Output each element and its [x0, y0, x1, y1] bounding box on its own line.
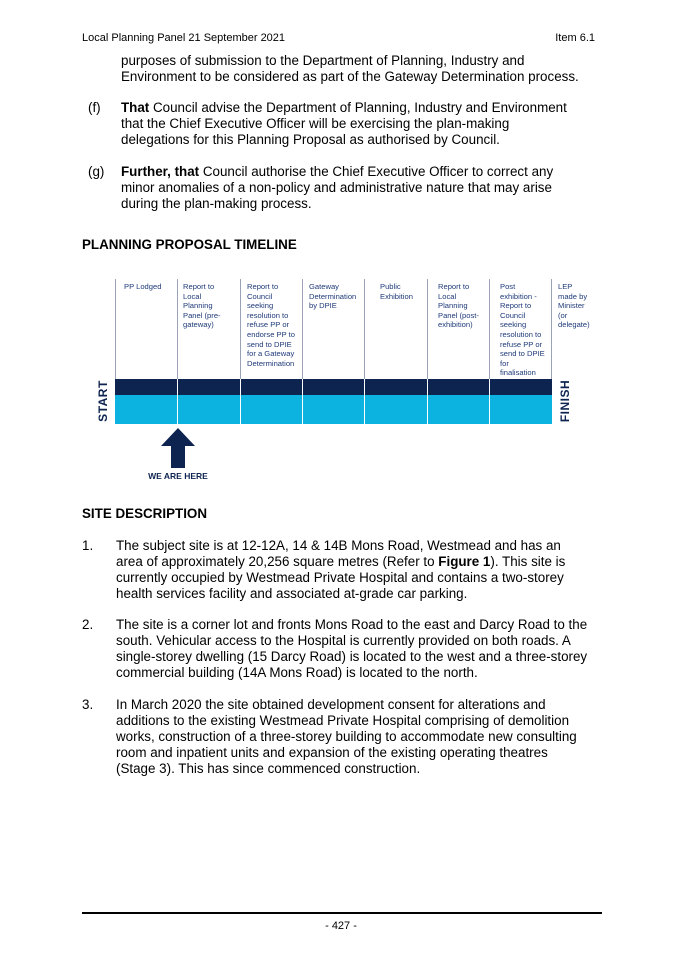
text-line: that the Chief Executive Officer will be exercising the plan-making — [121, 116, 510, 131]
start-label: START — [96, 380, 110, 422]
stage-label-post-exhibition: Post exhibition - Report to Council seeking resolution to refuse PP or send to DPIE for finalisation — [500, 282, 545, 378]
stage-label-report-council: Report to Council seeking resolution to refuse PP or endorse PP to send to DPIE for a Gateway Determination — [247, 282, 295, 368]
timeline-light-bar — [115, 395, 552, 424]
stage-label-gateway: Gateway Determination by DPIE — [309, 282, 357, 311]
text-line: Environment to be considered as part of the Gateway Determination process. — [121, 69, 579, 84]
timeline-dark-bar — [115, 379, 552, 395]
text-line: currently occupied by Westmead Private Hospital and contains a two-storey — [116, 570, 564, 585]
text-line: works, construction of a three-storey building to accommodate new consulting — [116, 729, 577, 744]
text-line: purposes of submission to the Department of Planning, Industry and — [121, 53, 525, 68]
text-line: minor anomalies of a non-policy and administrative nature that may arise — [121, 180, 552, 195]
site-item-3 — [116, 697, 616, 777]
bar-divider — [489, 379, 490, 424]
bar-divider — [177, 379, 178, 424]
text-line: during the plan-making process. — [121, 196, 312, 211]
text-line: The subject site is at 12-12A, 14 & 14B Mons Road, Westmead and has an — [116, 538, 561, 553]
stage-label-public-exhibition: Public Exhibition — [380, 282, 413, 301]
site-item-number: 2. — [82, 617, 94, 632]
stage-label-lep-made: LEP made by Minister (or delegate) — [558, 282, 590, 330]
text-line: Council advise the Department of Planning, Industry and Environment — [149, 100, 567, 115]
stage-divider — [115, 279, 116, 379]
stage-label-report-panel-pre: Report to Local Planning Panel (pre- gateway) — [183, 282, 221, 330]
stage-label-report-panel-post: Report to Local Planning Panel (post- exhibition) — [438, 282, 479, 330]
stage-divider — [489, 279, 490, 379]
finish-label: FINISH — [558, 379, 572, 423]
site-item-2 — [116, 617, 626, 681]
text-line: Council authorise the Chief Executive Officer to correct any — [199, 164, 554, 179]
timeline-heading: PLANNING PROPOSAL TIMELINE — [82, 237, 297, 252]
page-number: - 427 - — [325, 920, 357, 932]
item-marker: (f) — [88, 100, 101, 115]
site-item-number: 1. — [82, 538, 94, 553]
stage-label-pp-lodged: PP Lodged — [124, 282, 162, 291]
site-description-heading: SITE DESCRIPTION — [82, 506, 207, 521]
text-line-with-figure-ref: area of approximately 20,256 square metres (Refer to Figure 1). This site is — [116, 554, 566, 569]
bar-divider — [427, 379, 428, 424]
stage-divider — [240, 279, 241, 379]
item-bold-lead: That — [121, 100, 150, 115]
figure-ref: Figure 1 — [438, 554, 491, 569]
bar-divider — [240, 379, 241, 424]
text-line: In March 2020 the site obtained development consent for alterations and — [116, 697, 546, 712]
text-line: (Stage 3). This has since commenced construction. — [116, 761, 421, 776]
item-marker: (g) — [88, 164, 105, 179]
stage-divider — [427, 279, 428, 379]
we-are-here-label: WE ARE HERE — [148, 471, 208, 481]
stage-divider — [177, 279, 178, 379]
header-meeting-title: Local Planning Panel 21 September 2021 — [82, 32, 286, 44]
header-item-number: Item 6.1 — [555, 32, 595, 44]
text-line: commercial building (14A Mons Road) is located to the north. — [116, 665, 478, 680]
site-item-1 — [116, 538, 616, 602]
footer-rule — [82, 912, 602, 914]
text-line: health services facility and associated at-grade car parking. — [116, 586, 468, 601]
bar-divider — [302, 379, 303, 424]
up-arrow-icon — [160, 428, 196, 468]
text-line: single-storey dwelling (15 Darcy Road) is located to the west and a three-storey — [116, 649, 588, 664]
item-bold-lead: Further, that — [121, 164, 200, 179]
bar-divider — [364, 379, 365, 424]
text-line: The site is a corner lot and fronts Mons Road to the east and Darcy Road to the — [116, 617, 588, 632]
text-line: south. Vehicular access to the Hospital is currently provided on both roads. A — [116, 633, 571, 648]
text-line: room and inpatient units and expansion of the existing operating theatres — [116, 745, 548, 760]
text-line: delegations for this Planning Proposal as authorised by Council. — [121, 132, 500, 147]
text-line: additions to the existing Westmead Private Hospital comprising of demolition — [116, 713, 570, 728]
site-item-number: 3. — [82, 697, 94, 712]
